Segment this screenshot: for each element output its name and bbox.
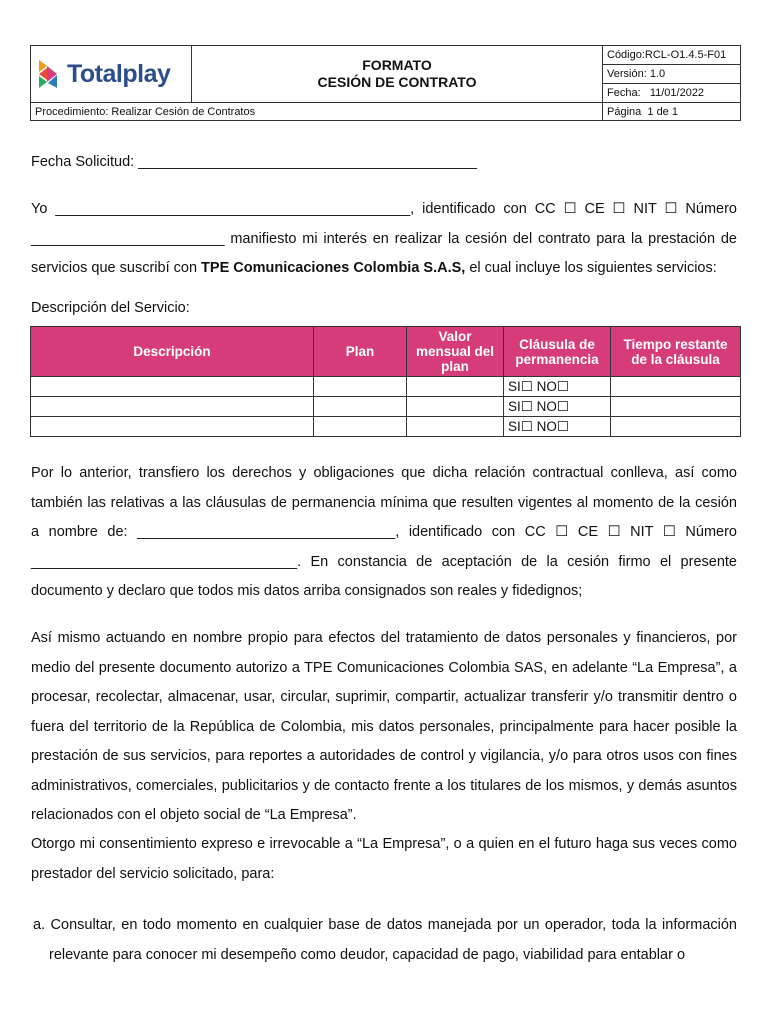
title-line-2: CESIÓN DE CONTRATO xyxy=(317,74,477,90)
title-line-1: FORMATO xyxy=(362,57,432,73)
cell-permanencia-checkbox[interactable]: SI☐ NO☐ xyxy=(504,417,611,437)
cell-plan[interactable] xyxy=(314,377,407,397)
table-row xyxy=(31,377,741,397)
cell-permanencia-checkbox[interactable]: SI☐ NO☐ xyxy=(504,377,611,397)
cell-permanencia-checkbox[interactable]: SI☐ NO☐ xyxy=(504,397,611,417)
cell-plan[interactable] xyxy=(314,417,407,437)
document-title xyxy=(192,46,603,103)
logo-cell xyxy=(31,46,192,103)
codigo: Código:RCL-O1.4.5-F01 xyxy=(603,46,741,65)
col-descripcion: Descripción xyxy=(31,327,314,377)
totalplay-logo xyxy=(31,58,191,90)
document-header xyxy=(30,45,741,121)
cell-plan[interactable] xyxy=(314,397,407,417)
cell-tiempo[interactable] xyxy=(611,377,741,397)
cell-valor[interactable] xyxy=(407,377,504,397)
logo-text: Totalplay xyxy=(67,59,171,88)
table-row xyxy=(31,397,741,417)
cell-descripcion[interactable] xyxy=(31,417,314,437)
col-clausula: Cláusula de permanencia xyxy=(504,327,611,377)
cell-descripcion[interactable] xyxy=(31,397,314,417)
cell-tiempo[interactable] xyxy=(611,417,741,437)
transfer-paragraph: Por lo anterior, transfiero los derechos y obligaciones que dicha relación contractual conlleva, así como también las relativas a las cláusulas de permanencia mínima que resulten vigentes al momento de la cesión a nombre de: ________________________________, identificado con CC ☐ CE ☐ NIT ☐ Número _________________________________. En constancia de aceptación de la cesión firmo el presente documento y declaro que todos mis datos arriba consignados son reales y fidedignos; xyxy=(31,465,737,599)
col-plan: Plan xyxy=(314,327,407,377)
table-row xyxy=(31,417,741,437)
procedimiento: Procedimiento: Realizar Cesión de Contratos xyxy=(31,103,603,121)
cell-valor[interactable] xyxy=(407,397,504,417)
col-tiempo: Tiempo restante de la cláusula xyxy=(611,327,741,377)
data-authorization-paragraph: Así mismo actuando en nombre propio para efectos del tratamiento de datos personales y financieros, por medio del presente documento autorizo a TPE Comunicaciones Colombia SAS, en adelante “La Empresa”, a procesar, recolectar, almacenar, usar, circular, suprimir, compartir, actualizar transferir y/o transmitir dentro o fuera del territorio de la República de Colombia, mis datos personales, principalmente para hacer posible la prestación de sus servicios, para reportes a autoridades de control y vigilancia, y/o para otros usos con fines administrativos, comerciales, publicitarios y de contacto frente a los titulares de los mismos, y demás asuntos relacionados con el objeto social de “La Empresa”. xyxy=(31,630,737,823)
totalplay-logo-icon xyxy=(37,58,63,90)
cell-valor[interactable] xyxy=(407,417,504,437)
pagina: Página 1 de 1 xyxy=(603,103,741,121)
version: Versión: 1.0 xyxy=(603,65,741,84)
fecha: Fecha: 11/01/2022 xyxy=(603,84,741,103)
services-table xyxy=(30,326,741,437)
cell-tiempo[interactable] xyxy=(611,397,741,417)
col-valor: Valor mensual del plan xyxy=(407,327,504,377)
list-item-a: a. Consultar, en todo momento en cualquier base de datos manejada por un operador, toda la información relevante para conocer mi desempeño como deudor, capacidad de pago, viabilidad para entablar o xyxy=(33,917,737,963)
fecha-solicitud-field[interactable]: Fecha Solicitud: __________________________________________ xyxy=(31,154,477,170)
consent-paragraph: Otorgo mi consentimiento expreso e irrevocable a “La Empresa”, o a quien en el futuro haga sus veces como prestador del servicio solicitado, para: xyxy=(31,836,737,882)
intro-paragraph: Yo ____________________________________________, identificado con CC ☐ CE ☐ NIT ☐ Número ________________________ manifiesto mi interés en realizar la cesión del contrato para la prestación de servicios que suscribí con TPE Comunicaciones Colombia S.A.S, el cual incluye los siguientes servicios: xyxy=(31,201,737,276)
descripcion-label: Descripción del Servicio: xyxy=(31,300,190,316)
cell-descripcion[interactable] xyxy=(31,377,314,397)
